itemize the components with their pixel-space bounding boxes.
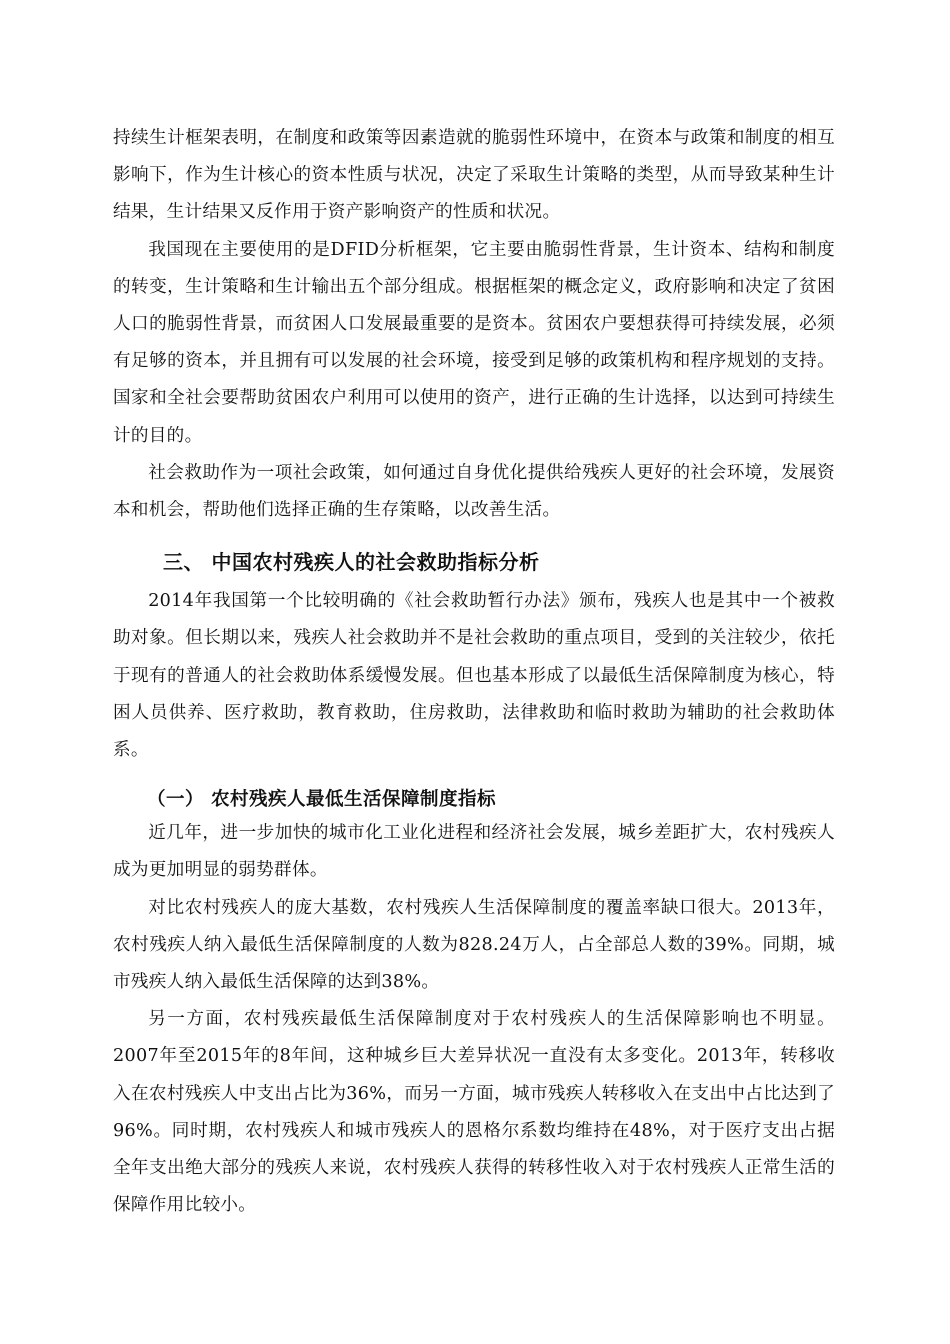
subsection-heading-1: （一） 农村残疾人最低生活保障制度指标 — [147, 789, 496, 811]
paragraph-social-assistance-policy: 社会救助作为一项社会政策，如何通过自身优化提供给残疾人更好的社会环境，发展资本和机会，帮助他们选择正确的生存策略，以改善生活。 — [113, 462, 835, 521]
paragraph-section3-intro: 2014年我国第一个比较明确的《社会救助暂行办法》颁布，残疾人也是其中一个被救助对象。但长期以来，残疾人社会救助并不是社会救助的重点项目，受到的关注较少，依托于现有的普通人的社会救助体系缓慢发展。但也基本形成了以最低生活保障制度为核心，特困人员供养、医疗救助，教育救助，住房救助，法律救助和临时救助为辅助的社会救助体系。 — [113, 591, 835, 761]
paragraph-continuation: 持续生计框架表明，在制度和政策等因素造就的脆弱性环境中，在资本与政策和制度的相互影响下，作为生计核心的资本性质与状况，决定了采取生计策略的类型，从而导致某种生计结果，生计结果又反作用于资产影响资产的性质和状况。 — [113, 128, 835, 223]
paragraph-impact: 另一方面，农村残疾最低生活保障制度对于农村残疾人的生活保障影响也不明显。2007年至2015年的8年间，这种城乡巨大差异状况一直没有太多变化。2013年，转移收入在农村残疾人中支出占比为36%，而另一方面，城市残疾人转移收入在支出中占比达到了96%。同时期，农村残疾人和城市残疾人的恩格尔系数均维持在48%，对于医疗支出占据全年支出绝大部分的残疾人来说，农村残疾人获得的转移性收入对于农村残疾人正常生活的保障作用比较小。 — [113, 1009, 835, 1216]
paragraph-coverage-gap: 对比农村残疾人的庞大基数，农村残疾人生活保障制度的覆盖率缺口很大。2013年，农村残疾人纳入最低生活保障制度的人数为828.24万人，占全部总人数的39%。同期，城市残疾人纳入最低生活保障的达到38%。 — [113, 897, 835, 993]
paragraph-urbanization: 近几年，进一步加快的城市化工业化进程和经济社会发展，城乡差距扩大，农村残疾人成为更加明显的弱势群体。 — [113, 823, 835, 881]
paragraph-dfid-framework: 我国现在主要使用的是DFID分析框架，它主要由脆弱性背景，生计资本、结构和制度的转变，生计策略和生计输出五个部分组成。根据框架的概念定义，政府影响和决定了贫困人口的脆弱性背景，而贫困人口发展最重要的是资本。贫困农户要想获得可持续发展，必须有足够的资本，并且拥有可以发展的社会环境，接受到足够的政策机构和程序规划的支持。国家和全社会要帮助贫困农户利用可以使用的资产，进行正确的生计选择，以达到可持续生计的目的。 — [113, 239, 835, 446]
section-heading-3: 三、 中国农村残疾人的社会救助指标分析 — [163, 550, 540, 575]
document-page — [113, 120, 835, 1224]
